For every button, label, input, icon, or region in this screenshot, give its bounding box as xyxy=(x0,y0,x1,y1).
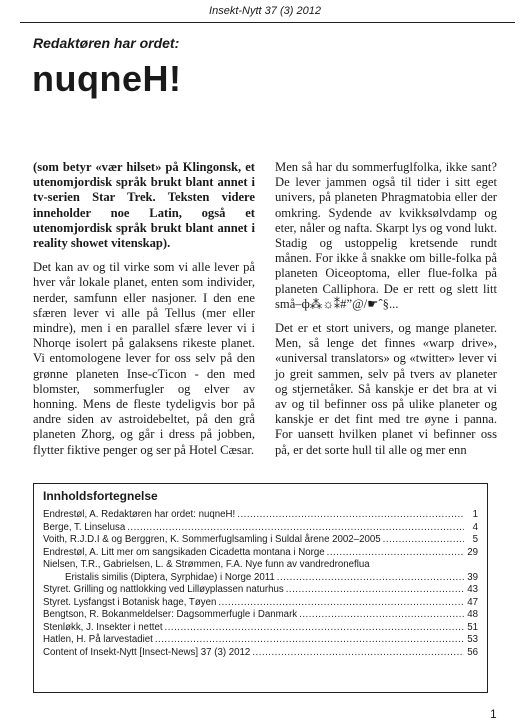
toc-entry[interactable] xyxy=(43,522,478,535)
toc-leader-dots xyxy=(127,522,464,535)
toc-entry[interactable] xyxy=(43,547,478,560)
page-number: 1 xyxy=(490,707,497,721)
toc-leader-dots xyxy=(165,622,464,635)
toc-entry-title: Styret. Lysfangst i Botanisk hage, Tøyen xyxy=(43,596,217,608)
toc-entry-title: Stenløkk, J. Insekter i nettet xyxy=(43,621,163,633)
body-paragraph: Men så har du sommerfuglfolka, ikke sant? De lever jammen også til tider i sitt eget univers, på planeten Phragmatobia eller der omkring. Sydende av kvikksølvdamp og eter, nåler og nafta. Skarpt lys og vond lukt. Stadig og ustoppelig kretsende rundt månen. For ikke å snakke om bille-folka på planeten Oiceoptoma, eller flue-folka på planeten Calliphora. De er rett og slett litt små–ф⁂☼⁑#”@/☛ˆ§... xyxy=(275,160,497,311)
toc-entry-page: 1 xyxy=(472,509,478,520)
toc-entry-title: Content of Insekt-Nytt [Insect-News] 37 (3) 2012 xyxy=(43,647,251,659)
toc-entry[interactable] xyxy=(43,534,478,547)
toc-entry[interactable] xyxy=(43,634,478,647)
toc-entry-title: Hatlen, H. På larvestadiet xyxy=(43,634,153,646)
toc-entry-title: Eristalis similis (Diptera, Syrphidae) i Norge 2011 xyxy=(65,571,275,583)
toc-entry-page: 56 xyxy=(467,647,478,659)
toc-leader-dots xyxy=(299,609,464,622)
toc-heading: Innholdsfortegnelse xyxy=(43,489,158,503)
running-head: Insekt-Nytt 37 (3) 2012 xyxy=(209,5,321,17)
toc-entry-page: 53 xyxy=(467,634,478,646)
toc-entry-title: Endrestøl, A. Redaktøren har ordet: nuqneH! xyxy=(43,509,236,520)
section-label: Redaktøren har ordet: xyxy=(33,35,180,51)
toc-entry-page: 48 xyxy=(467,609,478,621)
table-of-contents xyxy=(33,483,488,693)
toc-entry[interactable] xyxy=(43,559,478,572)
toc-leader-dots xyxy=(286,584,464,597)
left-column xyxy=(33,160,255,467)
toc-entry-title: Styret. Grilling og nattlokking ved Lilløyplassen naturhus xyxy=(43,584,284,596)
toc-entry-title: Voith, R.J.D.I & og Berggren, K. Sommerfuglsamling i Suldal årene 2002–2005 xyxy=(43,534,381,546)
body-paragraph: Det kan av og til virke som vi alle lever på hver vår lokale planet, enten som individer, nerder, samfunn eller nasjoner. I den ene sfæren lever vi alle på Tellus (mer eller mindre), men i en parallel sfære lever vi i Nhorqe isolert på galaksens rikeste planet. Vi entomologene lever for oss selv på den grønne planeten Inse-cTicon - den med blomster, sommerfugler og elver av honning. Mens de fleste tydeligvis bor på andre siden av astroidebeltet, på den grå planeten Zhorg, og går i dress på jobben, flytter fiktive penger og ser på Hotel Cæsar. xyxy=(33,260,255,457)
toc-leader-dots xyxy=(237,509,464,522)
toc-leader-dots xyxy=(155,634,464,647)
body-paragraph: Det er et stort univers, og mange planeter. Men, så lenge det finnes «warp drive», «universal translators» og «twitter» lever vi jo greit sammen, selv på tvers av planeter og stjernetåker. Så kanskje er det bra at vi av og til befinner oss på ulike planeter og kanskje er det fint med tre øyne i panna. For uansett hvilken planet vi befinner oss på, er det sorte hull til alle og mer enn xyxy=(275,321,497,457)
toc-entry-page: 43 xyxy=(467,584,478,596)
toc-leader-dots xyxy=(218,597,464,610)
toc-entry-title: Nielsen, T.R., Gabrielsen, L. & Strømmen, F.A. Nye funn av vandredroneflua xyxy=(43,559,370,571)
toc-leader-dots xyxy=(277,572,464,585)
toc-entry-page: 47 xyxy=(467,596,478,608)
toc-entry-page: 4 xyxy=(472,521,478,533)
intro-paragraph: (som betyr «vær hilset» på Klingonsk, et utenomjordisk språk brukt blant annet i tv-serien Star Trek. Teksten videre inneholder noe Latin, også et utenomjordisk språk brukt blant annet i reality showet vitenskap). xyxy=(33,160,255,251)
toc-leader-dots xyxy=(252,647,464,660)
toc-entry[interactable] xyxy=(43,647,478,660)
toc-entry-page: 51 xyxy=(467,621,478,633)
toc-entry[interactable] xyxy=(43,609,478,622)
toc-entry-page: 39 xyxy=(467,571,478,583)
toc-entry[interactable] xyxy=(43,622,478,635)
toc-leader-dots xyxy=(383,534,464,547)
toc-entry[interactable] xyxy=(43,584,478,597)
toc-entry-title: Endrestøl, A. Litt mer om sangsikaden Cicadetta montana i Norge xyxy=(43,546,325,558)
toc-entry[interactable] xyxy=(43,509,478,522)
toc-entry[interactable] xyxy=(43,572,478,585)
right-column xyxy=(275,160,497,467)
toc-entry-title: Bengtson, R. Bokanmeldelser: Dagsommerfugle i Danmark xyxy=(43,609,298,621)
article-title: nuqneH! xyxy=(32,58,182,99)
toc-entry[interactable] xyxy=(43,597,478,610)
toc-entry-page: 29 xyxy=(467,546,478,558)
toc-entry-title: Berge, T. Linselusa xyxy=(43,521,126,533)
toc-leader-dots xyxy=(327,547,464,560)
header-rule xyxy=(20,22,515,23)
toc-entry-page: 5 xyxy=(472,534,478,546)
